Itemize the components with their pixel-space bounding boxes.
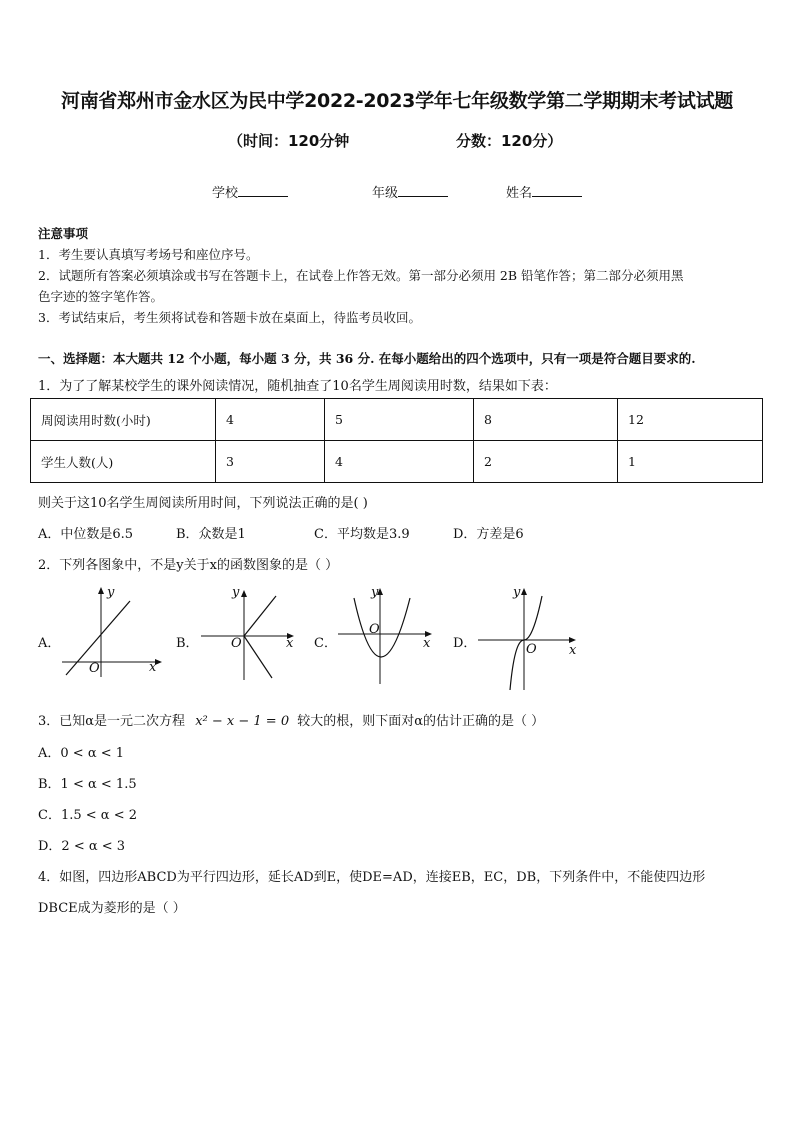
- table-cell: 4: [216, 399, 325, 441]
- q1-question: 则关于这10名学生周阅读所用时间，下列说法正确的是( ): [38, 496, 368, 511]
- note-item: 3．考试结束后，考生须将试卷和答题卡放在桌面上，待监考员收回。: [38, 310, 421, 325]
- table-cell: 周阅读用时数(小时): [31, 399, 216, 441]
- name-field: [506, 182, 582, 201]
- q3-stem: [38, 710, 544, 729]
- table-row: [31, 399, 763, 441]
- table-cell: 4: [325, 441, 474, 483]
- exam-score: 分数：120分）: [456, 132, 563, 150]
- graph-d-y-label: y: [513, 585, 521, 600]
- exam-title: 河南省郑州市金水区为民中学2022-2023学年七年级数学第二学期期末考试试题: [61, 90, 733, 112]
- table-row: [31, 441, 763, 483]
- table-cell: 8: [474, 399, 618, 441]
- table-cell: 学生人数(人): [31, 441, 216, 483]
- table-cell: 12: [618, 399, 763, 441]
- graph-b-x-label: x: [286, 636, 294, 651]
- school-label: 学校: [212, 186, 239, 201]
- table-cell: 5: [325, 399, 474, 441]
- grade-label: 年级: [372, 186, 399, 201]
- grade-field: [372, 182, 448, 201]
- graph-d-origin: O: [526, 642, 537, 657]
- graph-b-y-label: y: [232, 585, 240, 600]
- graph-a-origin: O: [89, 661, 100, 676]
- graph-c-origin: O: [369, 622, 380, 637]
- note-item: 2．试题所有答案必须填涂或书写在答题卡上，在试卷上作答无效。第一部分必须用 2B 铅笔作答；第二部分必须用黑: [38, 268, 684, 283]
- name-blank: [532, 184, 582, 197]
- q1-option-a: A．中位数是6.5: [38, 527, 134, 542]
- note-item: 1．考生要认真填写考场号和座位序号。: [38, 247, 259, 262]
- table-cell: 2: [474, 441, 618, 483]
- q1-stem: 1．为了了解某校学生的课外阅读情况，随机抽查了10名学生周阅读用时数，结果如下表：: [38, 379, 557, 394]
- q4-stem-line2: DBCE成为菱形的是（ ）: [38, 901, 186, 916]
- school-field: [212, 182, 288, 201]
- graph-c-x-label: x: [423, 636, 431, 651]
- q1-option-c: C．平均数是3.9: [314, 527, 410, 542]
- graph-b: [198, 588, 298, 683]
- q2-option-d: D．: [453, 636, 477, 651]
- q3-stem-b: 较大的根，则下面对α的估计正确的是（ ）: [297, 714, 545, 729]
- graph-c-y-label: y: [371, 585, 379, 600]
- q3-option-a: A．0 < α < 1: [38, 746, 125, 761]
- graph-d: [476, 586, 581, 692]
- q1-option-d: D．方差是6: [453, 527, 524, 542]
- q2-option-b: B．: [176, 636, 199, 651]
- q3-equation: x² − x − 1 = 0: [195, 714, 290, 729]
- q4-stem-line1: 4．如图，四边形ABCD为平行四边形，延长AD到E，使DE=AD，连接EB，EC，DB，下列条件中，不能使四边形: [38, 870, 706, 885]
- q3-option-d: D．2 < α < 3: [38, 839, 126, 854]
- graph-a-x-label: x: [149, 660, 157, 675]
- exam-time: （时间：120分钟: [228, 132, 350, 150]
- q2-option-c: C．: [314, 636, 337, 651]
- q3-option-b: B．1 < α < 1.5: [38, 777, 137, 792]
- graph-d-x-label: x: [569, 643, 577, 658]
- q1-table: [30, 398, 763, 483]
- table-cell: 1: [618, 441, 763, 483]
- q2-stem: 2．下列各图象中，不是y关于x的函数图象的是（ ）: [38, 558, 339, 573]
- name-label: 姓名: [506, 186, 533, 201]
- graph-b-origin: O: [231, 636, 242, 651]
- graph-a-y-label: y: [107, 585, 115, 600]
- q3-option-c: C．1.5 < α < 2: [38, 808, 137, 823]
- school-blank: [238, 184, 288, 197]
- grade-blank: [398, 184, 448, 197]
- section-heading: 一、选择题：本大题共 12 个小题，每小题 3 分，共 36 分. 在每小题给出的四个选项中，只有一项是符合题目要求的.: [38, 351, 696, 366]
- q2-option-a: A．: [38, 636, 61, 651]
- q3-stem-a: 3．已知α是一元二次方程: [38, 714, 186, 729]
- notes-heading: 注意事项: [38, 226, 89, 241]
- graph-c: [336, 586, 436, 686]
- note-item: 色字迹的签字笔作答。: [38, 289, 164, 304]
- table-cell: 3: [216, 441, 325, 483]
- q1-option-b: B．众数是1: [176, 527, 246, 542]
